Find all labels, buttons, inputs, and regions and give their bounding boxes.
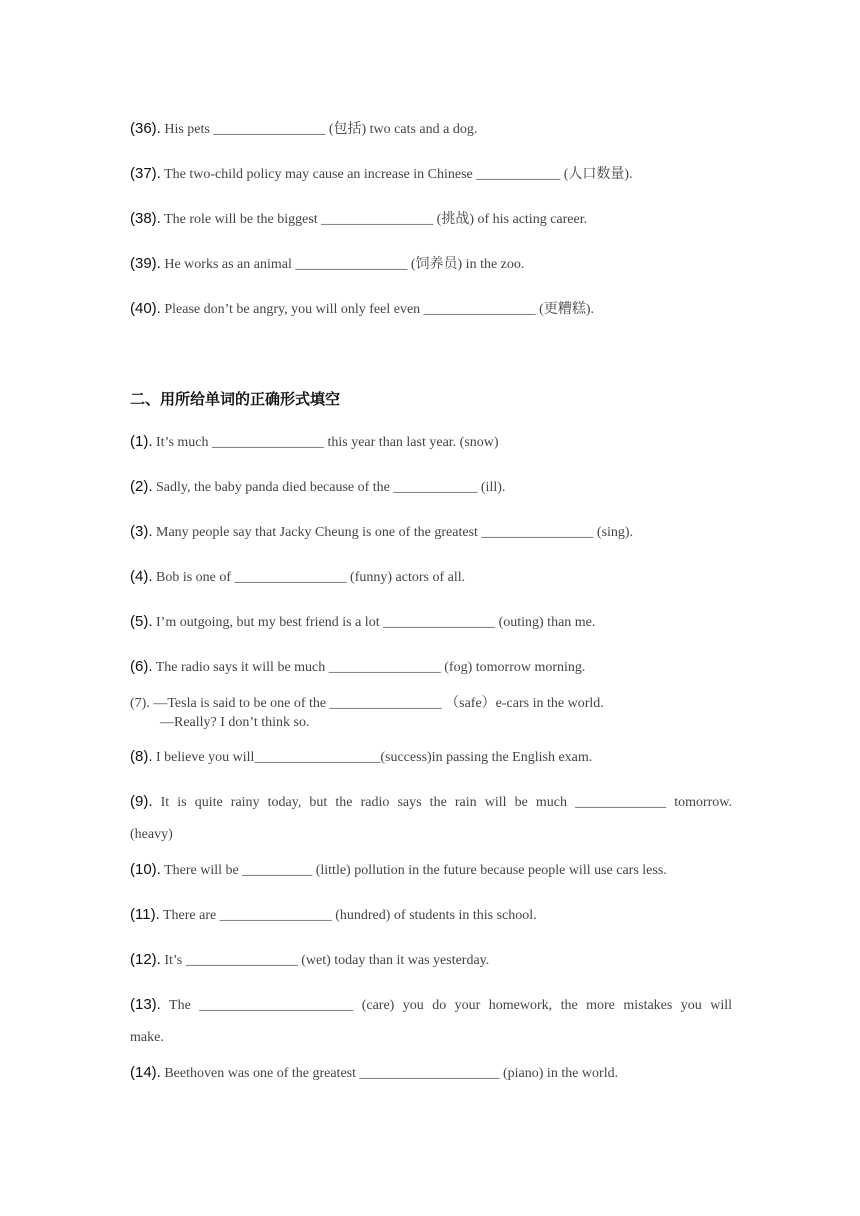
question-text: Sadly, the baby panda died because of the ____________ (ill).	[156, 480, 506, 495]
question-5	[130, 613, 595, 631]
section-heading: 二、用所给单词的正确形式填空	[130, 390, 341, 408]
question-9	[130, 793, 732, 811]
question-38	[130, 208, 587, 228]
question-number: (6).	[130, 658, 153, 675]
question-1	[130, 433, 499, 451]
question-text: It’s much ________________ this year than last year. (snow)	[156, 435, 499, 450]
question-10	[130, 861, 667, 879]
question-37	[130, 163, 633, 183]
question-text: He works as an animal ________________ (饲养员) in the zoo.	[164, 257, 525, 272]
question-9-continuation: (heavy)	[130, 827, 173, 842]
question-text: —Tesla is said to be one of the ________________ （safe）e-cars in the world.	[153, 696, 604, 711]
question-14	[130, 1064, 618, 1082]
question-8	[130, 748, 592, 766]
question-text: It’s ________________ (wet) today than it was yesterday.	[164, 953, 490, 968]
question-number: (39).	[130, 255, 161, 272]
question-number: (12).	[130, 951, 161, 968]
question-text: There will be __________ (little) pollution in the future because people will use cars less.	[164, 863, 667, 878]
question-number: (11).	[130, 906, 160, 923]
question-number: (2).	[130, 478, 153, 495]
question-2	[130, 478, 505, 496]
question-number: (3).	[130, 523, 153, 540]
question-text: There are ________________ (hundred) of students in this school.	[162, 908, 537, 923]
question-text: Many people say that Jacky Cheung is one of the greatest ________________ (sing).	[156, 525, 634, 540]
question-number: (14).	[130, 1064, 161, 1081]
question-6	[130, 658, 585, 676]
question-7-reply: —Really? I don’t think so.	[160, 715, 310, 730]
question-text: The role will be the biggest ________________ (挑战) of his acting career.	[164, 212, 588, 227]
question-number: (8).	[130, 748, 153, 765]
question-text: Beethoven was one of the greatest ____________________ (piano) in the world.	[164, 1066, 619, 1081]
question-text: I’m outgoing, but my best friend is a lot ________________ (outing) than me.	[156, 615, 596, 630]
question-number: (5).	[130, 613, 153, 630]
question-number: (13).	[130, 996, 161, 1013]
question-text: The two-child policy may cause an increase in Chinese ____________ (人口数量).	[164, 167, 633, 182]
question-number: (36).	[130, 120, 161, 137]
question-13	[130, 996, 732, 1014]
question-7	[130, 692, 604, 712]
question-number: (10).	[130, 861, 161, 878]
question-text: The radio says it will be much ________________ (fog) tomorrow morning.	[155, 660, 586, 675]
question-39	[130, 253, 524, 273]
question-number: (38).	[130, 210, 161, 227]
question-text: The ______________________ (care) you do your homework, the more mistakes you will	[169, 998, 733, 1013]
question-11	[130, 906, 537, 924]
question-text: It is quite rainy today, but the radio says the rain will be much _____________ tomorrow.	[160, 795, 733, 810]
question-36	[130, 118, 477, 138]
question-12	[130, 951, 489, 969]
question-number: (40).	[130, 300, 161, 317]
question-number: (4).	[130, 568, 153, 585]
question-text: Bob is one of ________________ (funny) actors of all.	[156, 570, 466, 585]
question-13-continuation: make.	[130, 1030, 164, 1045]
question-number: (1).	[130, 433, 153, 450]
question-4	[130, 568, 465, 586]
question-40	[130, 298, 594, 318]
question-text: I believe you will__________________(success)in passing the English exam.	[156, 750, 593, 765]
question-text: Please don’t be angry, you will only feel even ________________ (更糟糕).	[164, 302, 594, 317]
question-number: (7).	[130, 696, 150, 711]
question-number: (9).	[130, 793, 153, 810]
question-number: (37).	[130, 165, 161, 182]
question-3	[130, 523, 633, 541]
question-text: His pets ________________ (包括) two cats and a dog.	[164, 122, 478, 137]
